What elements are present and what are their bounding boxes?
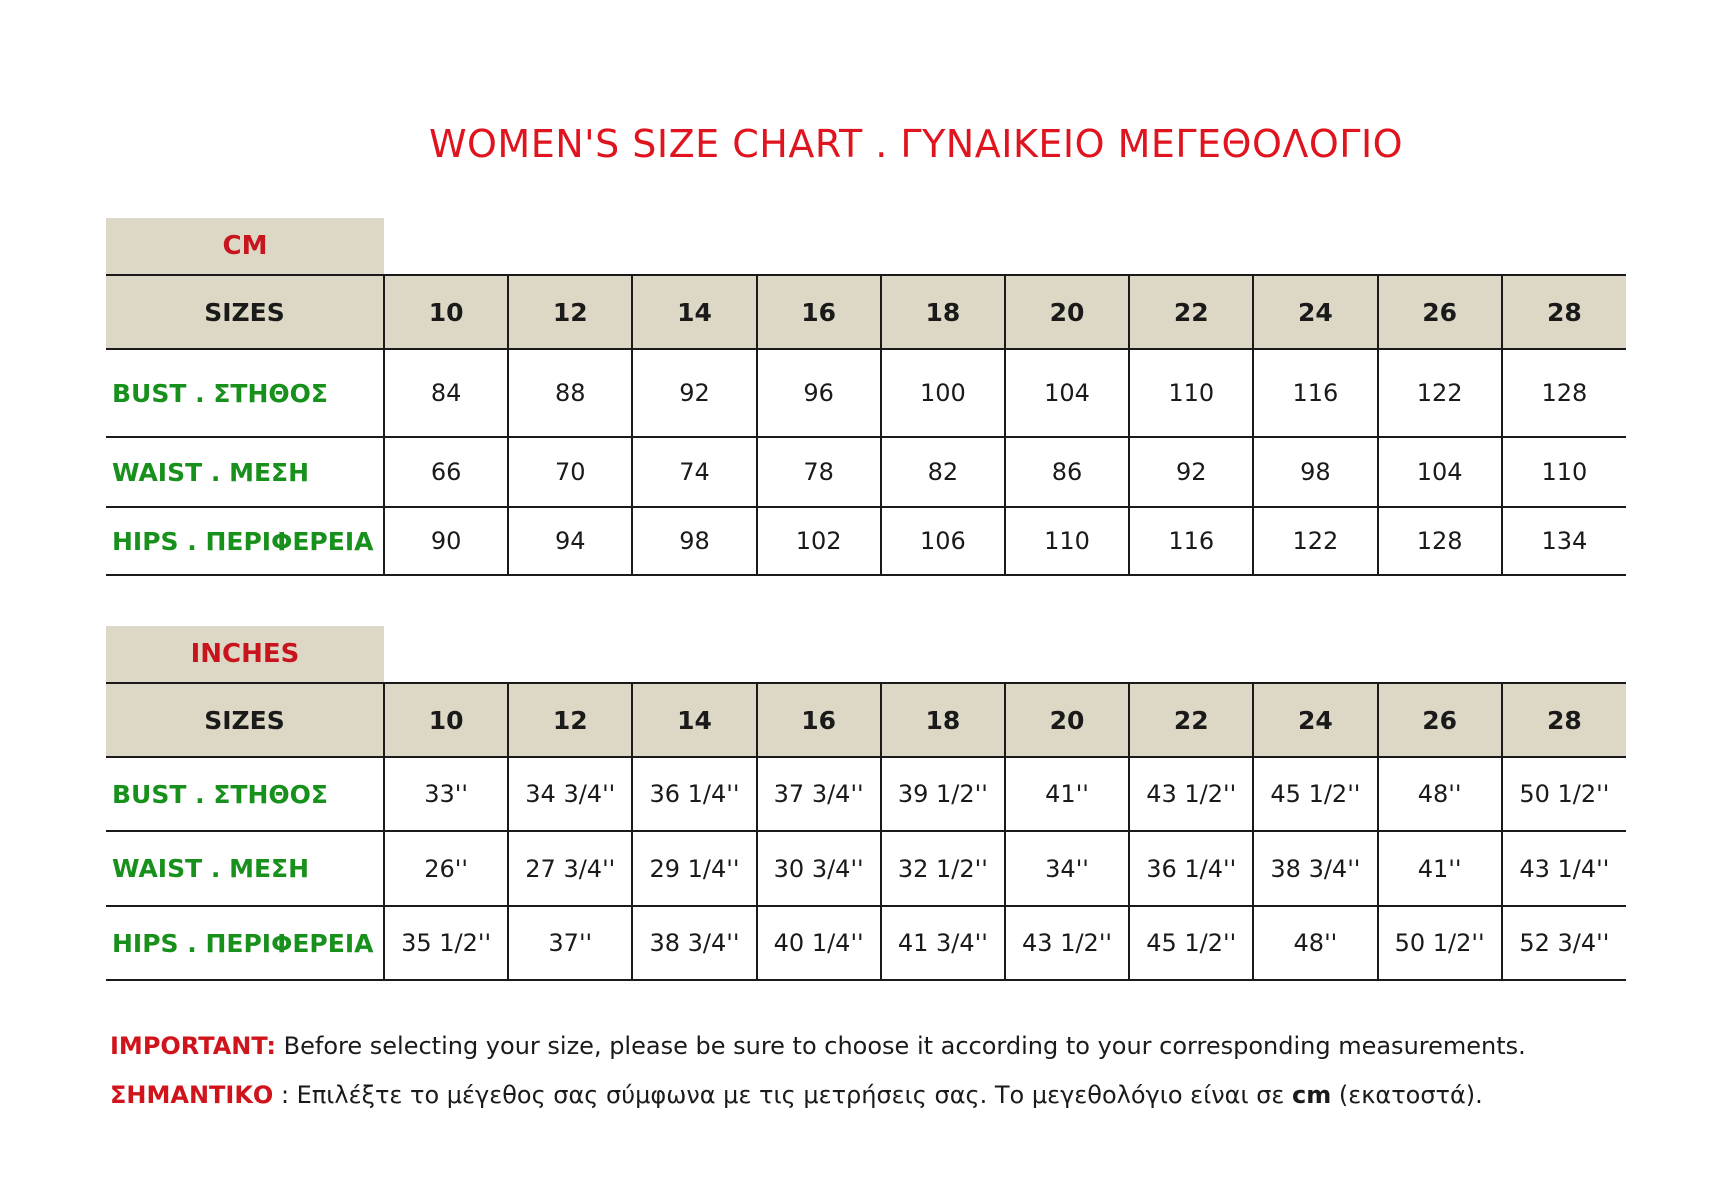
measurement-label: HIPS . ΠΕΡΙΦΕΡΕΙΑ (106, 507, 384, 575)
important-label: IMPORTANT: (110, 1032, 277, 1060)
measurement-value: 43 1/4'' (1502, 831, 1626, 906)
measurement-value: 98 (632, 507, 756, 575)
measurement-value: 32 1/2'' (881, 831, 1005, 906)
measurement-value: 37 3/4'' (757, 757, 881, 831)
size-header-18: 18 (881, 683, 1005, 757)
greek-tail: (εκατοστά). (1331, 1081, 1483, 1109)
size-header-26: 26 (1378, 683, 1502, 757)
size-header-26: 26 (1378, 275, 1502, 349)
measurement-value: 106 (881, 507, 1005, 575)
page-title: WOMEN'S SIZE CHART . ΓΥΝΑΙΚΕΙΟ ΜΕΓΕΘΟΛΟΓΙΟ (428, 122, 1404, 166)
size-header-22: 22 (1129, 275, 1253, 349)
sizes-label: SIZES (106, 683, 384, 757)
measurement-value: 43 1/2'' (1005, 906, 1129, 980)
greek-unit: cm (1292, 1081, 1332, 1109)
measurement-value: 38 3/4'' (632, 906, 756, 980)
table-row (106, 757, 1626, 831)
sizes-header-row (106, 275, 1626, 349)
greek-important-text: : Επιλέξτε το μέγεθος σας σύμφωνα με τις μετρήσεις σας. Το μεγεθολόγιο είναι σε (273, 1081, 1293, 1109)
size-header-24: 24 (1253, 275, 1377, 349)
measurement-value: 96 (757, 349, 881, 437)
measurement-value: 38 3/4'' (1253, 831, 1377, 906)
measurement-value: 90 (384, 507, 508, 575)
important-note-gr (110, 1081, 1670, 1109)
measurement-label: WAIST . ΜΕΣΗ (106, 437, 384, 507)
unit-tab-inches: INCHES (106, 626, 384, 682)
size-table-inches (106, 682, 1626, 981)
size-header-20: 20 (1005, 275, 1129, 349)
measurement-value: 70 (508, 437, 632, 507)
size-header-14: 14 (632, 683, 756, 757)
measurement-value: 88 (508, 349, 632, 437)
size-header-28: 28 (1502, 275, 1626, 349)
measurement-label: BUST . ΣΤΗΘΟΣ (106, 757, 384, 831)
size-header-10: 10 (384, 683, 508, 757)
size-header-24: 24 (1253, 683, 1377, 757)
measurement-value: 34 3/4'' (508, 757, 632, 831)
size-header-16: 16 (757, 683, 881, 757)
measurement-value: 122 (1378, 349, 1502, 437)
important-note-en (110, 1032, 1670, 1060)
size-header-12: 12 (508, 683, 632, 757)
measurement-value: 116 (1253, 349, 1377, 437)
size-header-16: 16 (757, 275, 881, 349)
table-row (106, 906, 1626, 980)
size-header-12: 12 (508, 275, 632, 349)
measurement-value: 84 (384, 349, 508, 437)
measurement-value: 50 1/2'' (1378, 906, 1502, 980)
measurement-value: 36 1/4'' (1129, 831, 1253, 906)
size-header-20: 20 (1005, 683, 1129, 757)
measurement-value: 92 (1129, 437, 1253, 507)
measurement-value: 134 (1502, 507, 1626, 575)
measurement-value: 50 1/2'' (1502, 757, 1626, 831)
measurement-value: 39 1/2'' (881, 757, 1005, 831)
size-header-28: 28 (1502, 683, 1626, 757)
measurement-value: 34'' (1005, 831, 1129, 906)
sizes-header-row (106, 683, 1626, 757)
measurement-value: 128 (1378, 507, 1502, 575)
table-row (106, 349, 1626, 437)
unit-tab-cm: CM (106, 218, 384, 274)
measurement-value: 36 1/4'' (632, 757, 756, 831)
measurement-value: 110 (1502, 437, 1626, 507)
measurement-value: 52 3/4'' (1502, 906, 1626, 980)
measurement-value: 86 (1005, 437, 1129, 507)
measurement-label: WAIST . ΜΕΣΗ (106, 831, 384, 906)
measurement-value: 82 (881, 437, 1005, 507)
size-header-10: 10 (384, 275, 508, 349)
measurement-value: 66 (384, 437, 508, 507)
measurement-value: 29 1/4'' (632, 831, 756, 906)
measurement-value: 104 (1005, 349, 1129, 437)
table-row (106, 831, 1626, 906)
measurement-value: 41 3/4'' (881, 906, 1005, 980)
measurement-value: 116 (1129, 507, 1253, 575)
measurement-value: 26'' (384, 831, 508, 906)
measurement-value: 94 (508, 507, 632, 575)
measurement-value: 110 (1005, 507, 1129, 575)
measurement-value: 102 (757, 507, 881, 575)
measurement-value: 43 1/2'' (1129, 757, 1253, 831)
measurement-value: 48'' (1253, 906, 1377, 980)
measurement-value: 128 (1502, 349, 1626, 437)
measurement-value: 74 (632, 437, 756, 507)
measurement-value: 104 (1378, 437, 1502, 507)
table-row (106, 437, 1626, 507)
measurement-label: HIPS . ΠΕΡΙΦΕΡΕΙΑ (106, 906, 384, 980)
measurement-value: 100 (881, 349, 1005, 437)
measurement-value: 40 1/4'' (757, 906, 881, 980)
greek-important-label: ΣΗΜΑΝΤΙΚΟ (110, 1081, 274, 1109)
measurement-label: BUST . ΣΤΗΘΟΣ (106, 349, 384, 437)
measurement-value: 45 1/2'' (1129, 906, 1253, 980)
measurement-value: 30 3/4'' (757, 831, 881, 906)
measurement-value: 41'' (1378, 831, 1502, 906)
size-header-14: 14 (632, 275, 756, 349)
important-text: Before selecting your size, please be sure to choose it according to your corresponding measurements. (276, 1032, 1526, 1060)
table-row (106, 507, 1626, 575)
size-header-18: 18 (881, 275, 1005, 349)
measurement-value: 33'' (384, 757, 508, 831)
measurement-value: 122 (1253, 507, 1377, 575)
measurement-value: 27 3/4'' (508, 831, 632, 906)
measurement-value: 35 1/2'' (384, 906, 508, 980)
measurement-value: 37'' (508, 906, 632, 980)
measurement-value: 45 1/2'' (1253, 757, 1377, 831)
sizes-label: SIZES (106, 275, 384, 349)
size-table-cm (106, 274, 1626, 576)
size-header-22: 22 (1129, 683, 1253, 757)
measurement-value: 110 (1129, 349, 1253, 437)
measurement-value: 92 (632, 349, 756, 437)
measurement-value: 41'' (1005, 757, 1129, 831)
measurement-value: 98 (1253, 437, 1377, 507)
measurement-value: 48'' (1378, 757, 1502, 831)
measurement-value: 78 (757, 437, 881, 507)
